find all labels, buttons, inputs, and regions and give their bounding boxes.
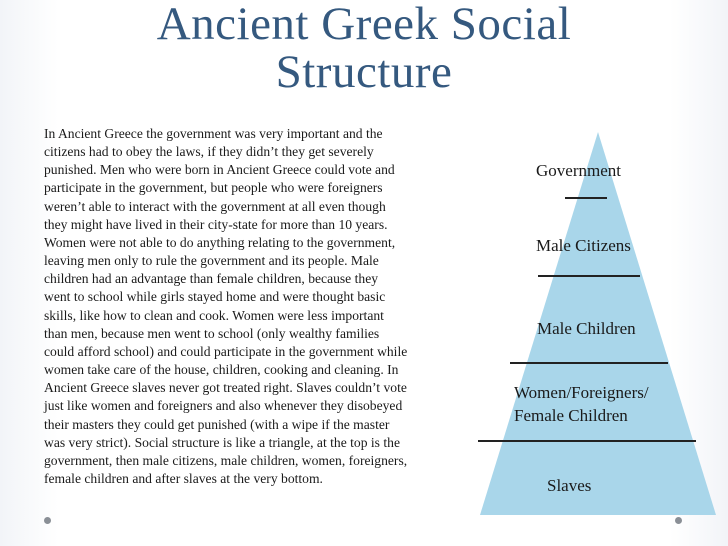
tier-divider-4 (478, 440, 696, 442)
decorative-dot-left (44, 517, 51, 524)
tier-label-male-children: Male Children (537, 319, 636, 338)
tier-label-government: Government (536, 161, 621, 180)
tier-label-women-foreigners: Women/Foreigners/ (514, 383, 649, 402)
tier-label-slaves: Slaves (547, 476, 592, 495)
tier-label-female-children: Female Children (514, 406, 628, 425)
decorative-dot-right (675, 517, 682, 524)
tier-divider-2 (538, 275, 640, 277)
tier-divider-3 (510, 362, 668, 364)
tier-divider-1 (565, 197, 607, 199)
title-line-1: Ancient Greek Social (156, 0, 572, 50)
tier-label-male-citizens: Male Citizens (536, 236, 631, 255)
title-line-2: Structure (275, 46, 453, 98)
body-paragraph: In Ancient Greece the government was very important and the citizens had to obey the laws, if they didn’t they get severely punished. Men who were born in Ancient Greece could vote and participate in the government, but people who were foreigners weren’t able to interact with the government at all even though they might have lived in their city-state for more than 10 years. Women were not able to do anything relating to the government, leaving men only to rule the government and its people. Male children had an advantage than female children, because they went to school while girls stayed home and were thought basic skills, like how to clean and cook. Women were less important than men, because men went to school (only wealthy families could afford school) and could participate in the government while women take care of the house, children, cooking and cleaning. In Ancient Greece slaves never got treated right. Slaves couldn’t vote just like women and foreigners and also whenever they disobeyed their masters they could get punished (with a wipe if the master was very strict). Social structure is like a triangle, at the top is the government, then male citizens, male children, women, foreigners, female children and after slaves at the very bottom. (44, 126, 408, 486)
